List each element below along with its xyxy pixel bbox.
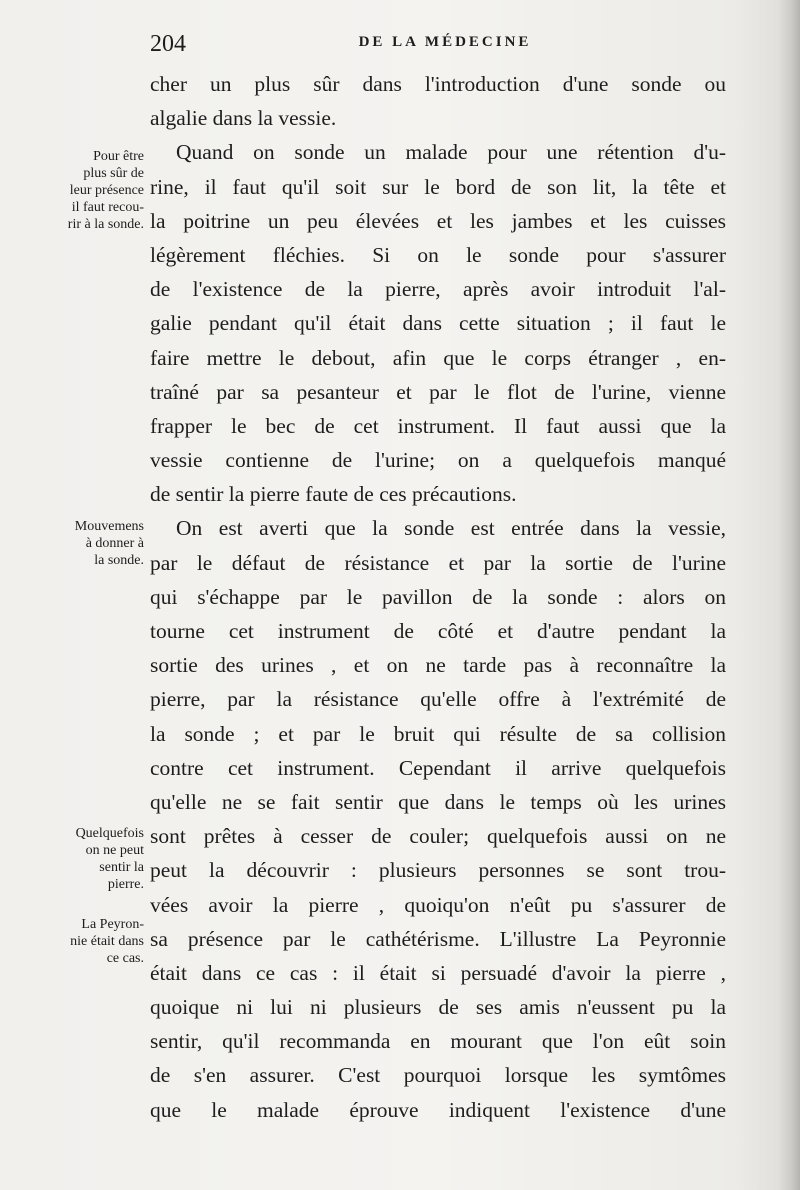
text-line: vessie contienne de l'urine; on a quelquefois manqué [150,448,726,473]
text-line: de l'existence de la pierre, après avoir introduit l'al- [150,277,726,302]
text-line: que le malade éprouve indiquent l'existence d'une [150,1097,726,1122]
text-line: qui s'échappe par le pavillon de la sonde : alors on [150,584,726,609]
margin-note-line: pierre. [107,877,144,892]
margin-note-line: Mouvemens [74,519,144,534]
text-line: qu'elle ne se fait sentir que dans le temps où les urines [150,789,726,814]
text-line: On est averti que la sonde est entrée dans la vessie, [176,516,726,541]
page-edge-shadow [778,0,800,1190]
page-header [150,30,740,58]
text-line: vées avoir la pierre , quoiqu'on n'eût pu s'assurer de [150,892,726,917]
margin-note-line: rir à la sonde. [67,217,144,232]
margin-note-line: sentir la [99,860,144,875]
text-line: peut la découvrir : plusieurs personnes se sont trou- [150,858,726,883]
margin-note-line: il faut recou- [71,200,144,215]
margin-note-line: la sonde. [94,553,144,568]
margin-note-line: leur présence [69,183,144,198]
text-line: traîné par sa pesanteur et par le flot de l'urine, vienne [150,379,726,404]
text-line: tourne cet instrument de côté et d'autre pendant la [150,619,726,643]
text-line: galie pendant qu'il était dans cette situation ; il faut le [150,311,726,336]
text-line: par le défaut de résistance et par la sortie de l'urine [150,550,726,575]
margin-note-line: on ne peut [85,843,144,858]
text-line: était dans ce cas : il était si persuadé d'avoir la pierre , [150,960,726,985]
text-line: de sentir la pierre faute de ces précautions. [150,482,517,507]
text-line: sortie des urines , et on ne tarde pas à reconnaître la [150,653,726,678]
margin-note-line: ce cas. [106,951,144,966]
text-line: sont prêtes à cesser de couler; quelquefois aussi on ne [150,824,726,849]
margin-note-line: à donner à [85,536,144,551]
margin-note-line: Pour être [93,149,144,164]
text-line: la poitrine un peu élevées et les jambes et les cuisses [150,208,726,233]
margin-note-line: La Peyron- [81,917,144,932]
text-line: pierre, par la résistance qu'elle offre à l'extrémité de [150,687,726,712]
text-line: de s'en assurer. C'est pourquoi lorsque les symtômes [150,1063,726,1088]
text-line: légèrement fléchies. Si on le sonde pour s'assurer [150,242,726,267]
page-number: 204 [150,31,186,57]
text-line: quoique ni lui ni plusieurs de ses amis n'eussent pu la [150,995,726,1020]
margin-note-mouvemens [28,518,144,569]
running-title: DE LA MÉDECINE [358,34,532,50]
text-line: sentir, qu'il recommanda en mourant que l'on eût soin [150,1029,726,1054]
margin-note-line: nie était dans [70,934,144,949]
text-line: faire mettre le debout, afin que le corps étranger , en- [150,345,726,370]
text-line: Quand on sonde un malade pour une rétention d'u- [176,140,726,165]
text-line: rine, il faut qu'il soit sur le bord de son lit, la tête et [150,174,726,199]
text-line: contre cet instrument. Cependant il arrive quelquefois [150,755,726,780]
text-line: sa présence par le cathétérisme. L'illustre La Peyronnie [150,926,726,951]
margin-note-quelquefois [28,825,144,893]
text-line: frapper le bec de cet instrument. Il faut aussi que la [150,413,726,438]
text-line: la sonde ; et par le bruit qui résulte de sa collision [150,721,726,746]
text-line: cher un plus sûr dans l'introduction d'une sonde ou [150,72,726,96]
margin-note-line: Quelquefois [75,826,144,841]
body-text [150,67,726,1127]
margin-note-sonde [28,148,144,233]
text-line: algalie dans la vessie. [150,106,337,131]
margin-note-line: plus sûr de [83,166,144,181]
margin-note-la-peyronnie [28,916,144,967]
